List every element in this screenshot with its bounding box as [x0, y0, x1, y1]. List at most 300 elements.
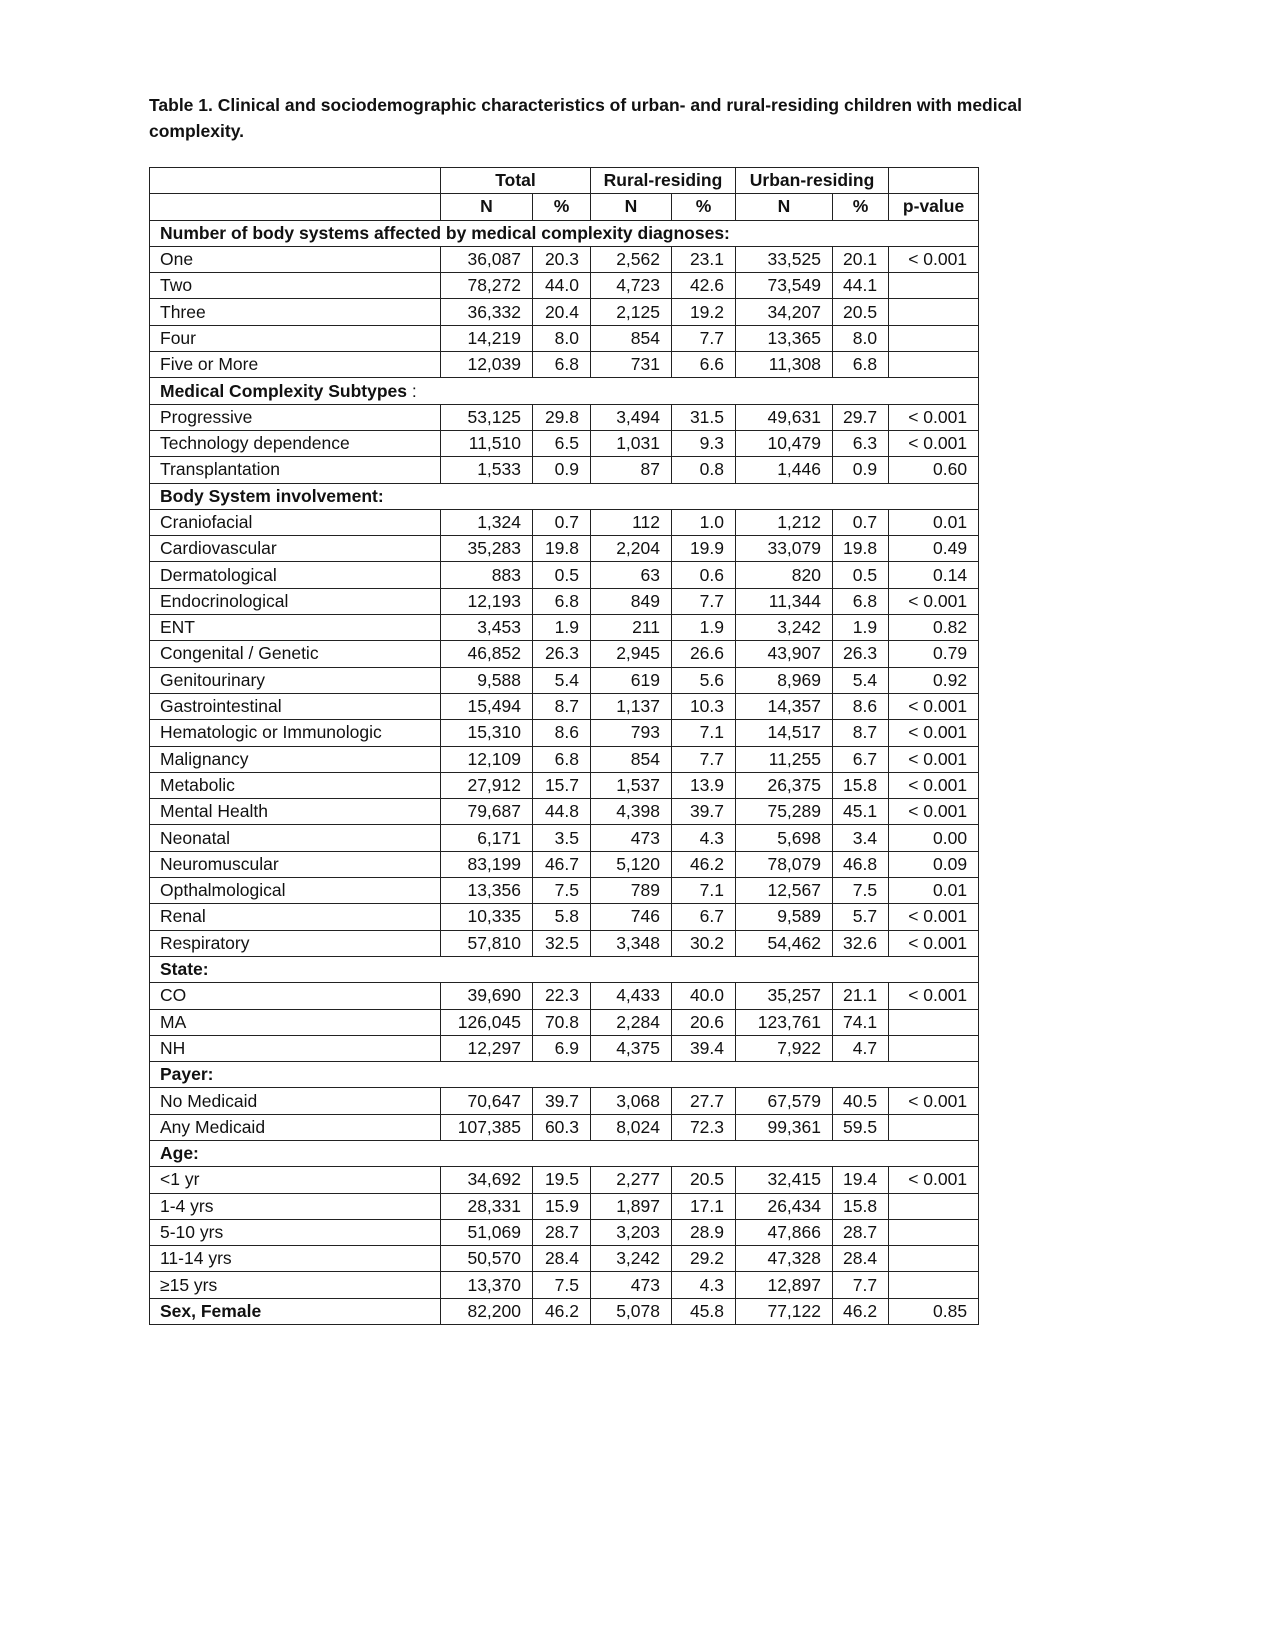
characteristics-table — [149, 167, 979, 1325]
section-heading — [150, 220, 979, 246]
cell-rural-pct: 31.5 — [672, 404, 736, 430]
cell-rural-pct: 5.6 — [672, 667, 736, 693]
cell-urban-pct: 8.0 — [833, 325, 889, 351]
cell-rural-pct: 6.6 — [672, 352, 736, 378]
cell-rural-pct: 28.9 — [672, 1219, 736, 1245]
cell-total-n: 107,385 — [441, 1114, 533, 1140]
cell-total-pct: 15.7 — [533, 772, 591, 798]
cell-urban-n: 35,257 — [736, 983, 833, 1009]
section-row — [150, 378, 979, 404]
row-label: Five or More — [150, 352, 441, 378]
table-row — [150, 1193, 979, 1219]
cell-p-value: < 0.001 — [889, 1167, 979, 1193]
cell-total-n: 27,912 — [441, 772, 533, 798]
cell-p-value: 0.49 — [889, 536, 979, 562]
cell-urban-pct: 26.3 — [833, 641, 889, 667]
cell-urban-pct: 29.7 — [833, 404, 889, 430]
table-row — [150, 352, 979, 378]
table-row — [150, 641, 979, 667]
cell-total-pct: 46.7 — [533, 851, 591, 877]
cell-urban-n: 47,866 — [736, 1219, 833, 1245]
cell-total-n: 12,109 — [441, 746, 533, 772]
cell-urban-pct: 46.8 — [833, 851, 889, 877]
cell-total-pct: 60.3 — [533, 1114, 591, 1140]
table-row — [150, 562, 979, 588]
cell-rural-n: 4,723 — [591, 273, 672, 299]
table-row — [150, 825, 979, 851]
row-label: Two — [150, 273, 441, 299]
header-row-groups — [150, 168, 979, 194]
cell-p-value: < 0.001 — [889, 693, 979, 719]
header-total-n: N — [441, 194, 533, 220]
cell-rural-pct: 6.7 — [672, 904, 736, 930]
cell-rural-n: 854 — [591, 325, 672, 351]
cell-total-n: 13,370 — [441, 1272, 533, 1298]
row-label: No Medicaid — [150, 1088, 441, 1114]
cell-p-value: 0.14 — [889, 562, 979, 588]
cell-p-value: < 0.001 — [889, 904, 979, 930]
cell-urban-pct: 15.8 — [833, 1193, 889, 1219]
cell-rural-n: 473 — [591, 825, 672, 851]
cell-urban-pct: 0.9 — [833, 457, 889, 483]
cell-p-value — [889, 1114, 979, 1140]
cell-p-value — [889, 325, 979, 351]
row-label: Neonatal — [150, 825, 441, 851]
cell-rural-pct: 19.9 — [672, 536, 736, 562]
cell-total-pct: 3.5 — [533, 825, 591, 851]
cell-total-pct: 70.8 — [533, 1009, 591, 1035]
cell-p-value — [889, 1219, 979, 1245]
cell-total-n: 11,510 — [441, 430, 533, 456]
cell-rural-n: 473 — [591, 1272, 672, 1298]
cell-p-value — [889, 299, 979, 325]
cell-urban-n: 78,079 — [736, 851, 833, 877]
cell-urban-n: 73,549 — [736, 273, 833, 299]
table-row — [150, 325, 979, 351]
cell-rural-n: 2,284 — [591, 1009, 672, 1035]
table-row — [150, 720, 979, 746]
table-row — [150, 667, 979, 693]
cell-total-n: 57,810 — [441, 930, 533, 956]
section-title: Payer: — [160, 1064, 214, 1085]
row-label: Cardiovascular — [150, 536, 441, 562]
cell-total-n: 50,570 — [441, 1246, 533, 1272]
cell-total-n: 1,324 — [441, 509, 533, 535]
row-label: Progressive — [150, 404, 441, 430]
cell-urban-n: 14,357 — [736, 693, 833, 719]
cell-total-n: 14,219 — [441, 325, 533, 351]
cell-total-n: 70,647 — [441, 1088, 533, 1114]
cell-urban-n: 26,434 — [736, 1193, 833, 1219]
cell-urban-pct: 8.7 — [833, 720, 889, 746]
table-row — [150, 509, 979, 535]
header-blank — [150, 194, 441, 220]
cell-rural-n: 4,375 — [591, 1035, 672, 1061]
table-row — [150, 299, 979, 325]
cell-total-n: 83,199 — [441, 851, 533, 877]
cell-total-pct: 20.4 — [533, 299, 591, 325]
cell-urban-n: 99,361 — [736, 1114, 833, 1140]
cell-urban-pct: 0.7 — [833, 509, 889, 535]
row-label: NH — [150, 1035, 441, 1061]
cell-rural-n: 3,494 — [591, 404, 672, 430]
row-label: Genitourinary — [150, 667, 441, 693]
cell-total-pct: 29.8 — [533, 404, 591, 430]
section-row — [150, 1140, 979, 1166]
cell-urban-n: 123,761 — [736, 1009, 833, 1035]
row-label: Four — [150, 325, 441, 351]
cell-urban-n: 12,897 — [736, 1272, 833, 1298]
cell-p-value — [889, 1272, 979, 1298]
cell-urban-n: 49,631 — [736, 404, 833, 430]
cell-rural-pct: 10.3 — [672, 693, 736, 719]
cell-urban-pct: 32.6 — [833, 930, 889, 956]
section-heading — [150, 483, 979, 509]
section-row — [150, 1062, 979, 1088]
cell-rural-n: 2,204 — [591, 536, 672, 562]
row-label: One — [150, 246, 441, 272]
cell-rural-n: 1,897 — [591, 1193, 672, 1219]
cell-total-n: 36,087 — [441, 246, 533, 272]
section-title: Body System involvement: — [160, 485, 384, 506]
cell-p-value: < 0.001 — [889, 588, 979, 614]
cell-urban-pct: 46.2 — [833, 1298, 889, 1324]
cell-rural-n: 3,068 — [591, 1088, 672, 1114]
cell-rural-pct: 4.3 — [672, 1272, 736, 1298]
row-label: 5-10 yrs — [150, 1219, 441, 1245]
cell-total-n: 79,687 — [441, 799, 533, 825]
cell-total-n: 12,193 — [441, 588, 533, 614]
cell-total-pct: 22.3 — [533, 983, 591, 1009]
table-row — [150, 693, 979, 719]
header-rural: Rural-residing — [591, 168, 736, 194]
cell-total-n: 35,283 — [441, 536, 533, 562]
table-row — [150, 851, 979, 877]
cell-rural-pct: 39.4 — [672, 1035, 736, 1061]
cell-total-n: 39,690 — [441, 983, 533, 1009]
cell-p-value: 0.01 — [889, 509, 979, 535]
cell-rural-pct: 1.9 — [672, 615, 736, 641]
cell-urban-n: 13,365 — [736, 325, 833, 351]
cell-total-n: 36,332 — [441, 299, 533, 325]
cell-urban-n: 43,907 — [736, 641, 833, 667]
header-row-subcols — [150, 194, 979, 220]
cell-rural-pct: 72.3 — [672, 1114, 736, 1140]
table-row — [150, 1009, 979, 1035]
cell-rural-n: 1,137 — [591, 693, 672, 719]
table-row — [150, 1246, 979, 1272]
cell-urban-n: 34,207 — [736, 299, 833, 325]
cell-total-n: 28,331 — [441, 1193, 533, 1219]
cell-rural-pct: 0.8 — [672, 457, 736, 483]
cell-p-value: 0.92 — [889, 667, 979, 693]
header-blank — [150, 168, 441, 194]
row-label: Hematologic or Immunologic — [150, 720, 441, 746]
cell-total-pct: 39.7 — [533, 1088, 591, 1114]
cell-p-value: 0.79 — [889, 641, 979, 667]
table-row — [150, 536, 979, 562]
cell-total-pct: 0.5 — [533, 562, 591, 588]
cell-total-pct: 6.5 — [533, 430, 591, 456]
cell-rural-n: 8,024 — [591, 1114, 672, 1140]
cell-urban-n: 67,579 — [736, 1088, 833, 1114]
cell-rural-pct: 13.9 — [672, 772, 736, 798]
cell-p-value: 0.85 — [889, 1298, 979, 1324]
cell-total-n: 6,171 — [441, 825, 533, 851]
cell-urban-n: 11,344 — [736, 588, 833, 614]
table-row — [150, 1298, 979, 1324]
row-label: Malignancy — [150, 746, 441, 772]
row-label: Congenital / Genetic — [150, 641, 441, 667]
cell-urban-n: 54,462 — [736, 930, 833, 956]
cell-total-pct: 6.8 — [533, 588, 591, 614]
cell-urban-n: 32,415 — [736, 1167, 833, 1193]
cell-total-n: 12,297 — [441, 1035, 533, 1061]
cell-urban-n: 820 — [736, 562, 833, 588]
cell-urban-pct: 20.1 — [833, 246, 889, 272]
cell-urban-n: 11,308 — [736, 352, 833, 378]
cell-total-pct: 28.4 — [533, 1246, 591, 1272]
cell-rural-pct: 46.2 — [672, 851, 736, 877]
cell-rural-n: 793 — [591, 720, 672, 746]
cell-rural-pct: 27.7 — [672, 1088, 736, 1114]
cell-urban-n: 11,255 — [736, 746, 833, 772]
cell-rural-n: 2,277 — [591, 1167, 672, 1193]
cell-total-pct: 8.6 — [533, 720, 591, 746]
cell-urban-pct: 19.4 — [833, 1167, 889, 1193]
cell-total-pct: 46.2 — [533, 1298, 591, 1324]
section-heading — [150, 1062, 979, 1088]
row-label: Endocrinological — [150, 588, 441, 614]
table-row — [150, 983, 979, 1009]
cell-urban-n: 1,446 — [736, 457, 833, 483]
cell-rural-n: 849 — [591, 588, 672, 614]
cell-urban-pct: 59.5 — [833, 1114, 889, 1140]
cell-rural-n: 2,125 — [591, 299, 672, 325]
cell-rural-pct: 45.8 — [672, 1298, 736, 1324]
row-label: MA — [150, 1009, 441, 1035]
cell-rural-n: 3,242 — [591, 1246, 672, 1272]
row-label: ENT — [150, 615, 441, 641]
table-row — [150, 615, 979, 641]
cell-p-value: 0.09 — [889, 851, 979, 877]
section-heading — [150, 378, 979, 404]
cell-urban-n: 75,289 — [736, 799, 833, 825]
cell-urban-pct: 6.8 — [833, 588, 889, 614]
cell-rural-n: 1,537 — [591, 772, 672, 798]
cell-urban-pct: 28.7 — [833, 1219, 889, 1245]
cell-total-pct: 32.5 — [533, 930, 591, 956]
row-label: Three — [150, 299, 441, 325]
cell-rural-pct: 19.2 — [672, 299, 736, 325]
cell-total-n: 9,588 — [441, 667, 533, 693]
header-blank — [889, 168, 979, 194]
cell-total-pct: 19.8 — [533, 536, 591, 562]
cell-urban-pct: 44.1 — [833, 273, 889, 299]
cell-total-pct: 0.7 — [533, 509, 591, 535]
cell-urban-pct: 6.8 — [833, 352, 889, 378]
cell-total-pct: 6.8 — [533, 746, 591, 772]
cell-urban-n: 12,567 — [736, 878, 833, 904]
cell-p-value — [889, 1009, 979, 1035]
cell-p-value: 0.60 — [889, 457, 979, 483]
cell-rural-pct: 7.1 — [672, 878, 736, 904]
cell-total-pct: 6.8 — [533, 352, 591, 378]
table-row — [150, 273, 979, 299]
cell-rural-pct: 26.6 — [672, 641, 736, 667]
table-row — [150, 930, 979, 956]
cell-p-value: < 0.001 — [889, 930, 979, 956]
cell-rural-n: 746 — [591, 904, 672, 930]
cell-p-value — [889, 352, 979, 378]
cell-urban-pct: 7.5 — [833, 878, 889, 904]
cell-total-n: 1,533 — [441, 457, 533, 483]
cell-total-n: 883 — [441, 562, 533, 588]
cell-total-pct: 20.3 — [533, 246, 591, 272]
cell-rural-pct: 7.7 — [672, 325, 736, 351]
cell-total-n: 53,125 — [441, 404, 533, 430]
cell-urban-pct: 1.9 — [833, 615, 889, 641]
cell-p-value: 0.82 — [889, 615, 979, 641]
header-urban-pct: % — [833, 194, 889, 220]
cell-urban-pct: 4.7 — [833, 1035, 889, 1061]
cell-total-pct: 8.0 — [533, 325, 591, 351]
table-row — [150, 457, 979, 483]
cell-rural-n: 619 — [591, 667, 672, 693]
cell-rural-pct: 29.2 — [672, 1246, 736, 1272]
cell-urban-pct: 8.6 — [833, 693, 889, 719]
cell-total-pct: 28.7 — [533, 1219, 591, 1245]
table-row — [150, 799, 979, 825]
cell-rural-n: 3,203 — [591, 1219, 672, 1245]
row-label: ≥15 yrs — [150, 1272, 441, 1298]
cell-urban-n: 9,589 — [736, 904, 833, 930]
cell-urban-n: 26,375 — [736, 772, 833, 798]
cell-urban-pct: 6.7 — [833, 746, 889, 772]
section-title: Medical Complexity Subtypes — [160, 380, 408, 401]
cell-total-n: 13,356 — [441, 878, 533, 904]
cell-rural-n: 5,120 — [591, 851, 672, 877]
cell-p-value: < 0.001 — [889, 720, 979, 746]
row-label: Gastrointestinal — [150, 693, 441, 719]
cell-rural-n: 87 — [591, 457, 672, 483]
section-title: State: — [160, 959, 209, 980]
header-urban: Urban-residing — [736, 168, 889, 194]
cell-p-value: < 0.001 — [889, 772, 979, 798]
row-label: Sex, Female — [150, 1298, 441, 1324]
row-label: Neuromuscular — [150, 851, 441, 877]
cell-rural-n: 4,433 — [591, 983, 672, 1009]
cell-urban-pct: 7.7 — [833, 1272, 889, 1298]
row-label: 1-4 yrs — [150, 1193, 441, 1219]
cell-total-pct: 6.9 — [533, 1035, 591, 1061]
header-total: Total — [441, 168, 591, 194]
table-row — [150, 904, 979, 930]
cell-total-pct: 26.3 — [533, 641, 591, 667]
section-heading — [150, 956, 979, 982]
cell-urban-pct: 5.4 — [833, 667, 889, 693]
table-row — [150, 1272, 979, 1298]
cell-p-value: < 0.001 — [889, 799, 979, 825]
cell-total-pct: 44.0 — [533, 273, 591, 299]
cell-urban-pct: 28.4 — [833, 1246, 889, 1272]
cell-total-pct: 44.8 — [533, 799, 591, 825]
cell-rural-n: 789 — [591, 878, 672, 904]
section-title: Number of body systems affected by medical complexity diagnoses: — [160, 222, 730, 243]
cell-total-pct: 8.7 — [533, 693, 591, 719]
row-label: Metabolic — [150, 772, 441, 798]
cell-rural-n: 854 — [591, 746, 672, 772]
cell-rural-pct: 7.1 — [672, 720, 736, 746]
cell-total-n: 82,200 — [441, 1298, 533, 1324]
cell-rural-pct: 30.2 — [672, 930, 736, 956]
cell-rural-pct: 23.1 — [672, 246, 736, 272]
cell-urban-n: 33,525 — [736, 246, 833, 272]
cell-rural-n: 63 — [591, 562, 672, 588]
table-row — [150, 404, 979, 430]
cell-rural-pct: 20.6 — [672, 1009, 736, 1035]
table-row — [150, 1035, 979, 1061]
cell-total-n: 10,335 — [441, 904, 533, 930]
header-urban-n: N — [736, 194, 833, 220]
cell-total-n: 15,494 — [441, 693, 533, 719]
cell-total-n: 126,045 — [441, 1009, 533, 1035]
row-label: Transplantation — [150, 457, 441, 483]
cell-rural-pct: 9.3 — [672, 430, 736, 456]
cell-p-value — [889, 1246, 979, 1272]
cell-urban-n: 47,328 — [736, 1246, 833, 1272]
cell-total-n: 3,453 — [441, 615, 533, 641]
cell-p-value: < 0.001 — [889, 430, 979, 456]
cell-urban-pct: 3.4 — [833, 825, 889, 851]
cell-urban-pct: 45.1 — [833, 799, 889, 825]
header-total-pct: % — [533, 194, 591, 220]
cell-total-pct: 7.5 — [533, 878, 591, 904]
row-label: Dermatological — [150, 562, 441, 588]
cell-total-n: 34,692 — [441, 1167, 533, 1193]
cell-urban-n: 7,922 — [736, 1035, 833, 1061]
cell-rural-n: 3,348 — [591, 930, 672, 956]
row-label: Any Medicaid — [150, 1114, 441, 1140]
table-row — [150, 588, 979, 614]
row-label: Technology dependence — [150, 430, 441, 456]
cell-total-pct: 5.8 — [533, 904, 591, 930]
cell-rural-pct: 42.6 — [672, 273, 736, 299]
cell-rural-n: 1,031 — [591, 430, 672, 456]
table-row — [150, 772, 979, 798]
cell-rural-pct: 7.7 — [672, 746, 736, 772]
section-heading — [150, 1140, 979, 1166]
cell-urban-n: 10,479 — [736, 430, 833, 456]
cell-total-pct: 15.9 — [533, 1193, 591, 1219]
row-label: Opthalmological — [150, 878, 441, 904]
cell-total-pct: 5.4 — [533, 667, 591, 693]
cell-urban-pct: 20.5 — [833, 299, 889, 325]
cell-rural-pct: 0.6 — [672, 562, 736, 588]
cell-urban-pct: 21.1 — [833, 983, 889, 1009]
cell-total-n: 12,039 — [441, 352, 533, 378]
cell-urban-n: 77,122 — [736, 1298, 833, 1324]
cell-total-pct: 7.5 — [533, 1272, 591, 1298]
cell-urban-n: 1,212 — [736, 509, 833, 535]
header-rural-pct: % — [672, 194, 736, 220]
row-label: Mental Health — [150, 799, 441, 825]
cell-total-n: 78,272 — [441, 273, 533, 299]
table-row — [150, 1219, 979, 1245]
cell-total-n: 51,069 — [441, 1219, 533, 1245]
section-suffix: : — [407, 380, 417, 401]
cell-p-value: < 0.001 — [889, 983, 979, 1009]
